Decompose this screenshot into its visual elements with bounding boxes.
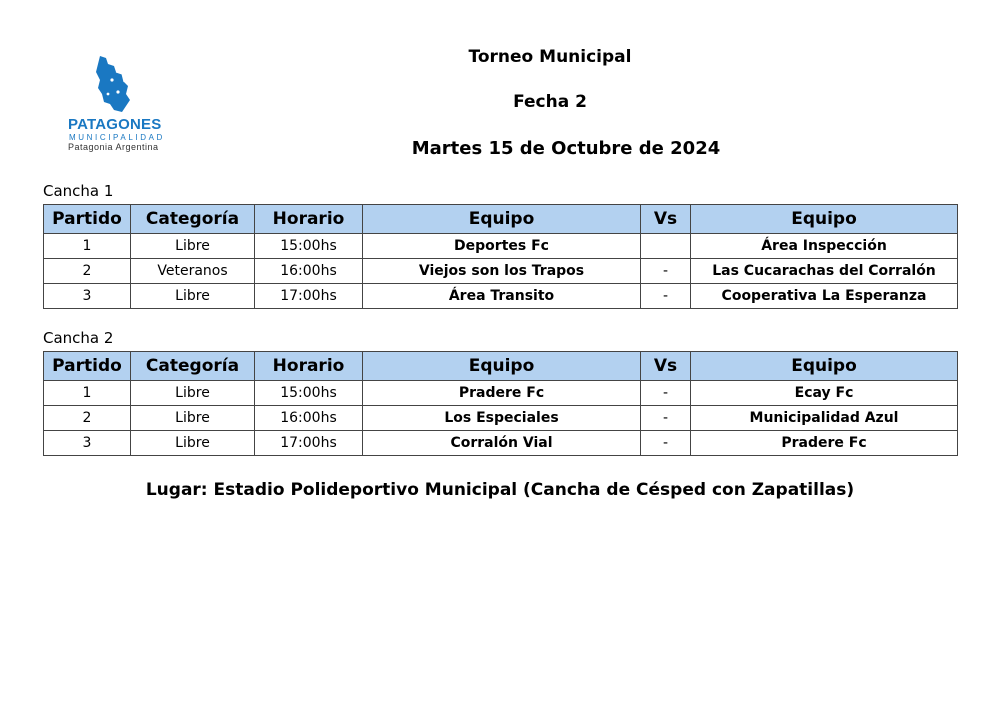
table-row: [44, 284, 958, 309]
tournament-title: Torneo Municipal: [468, 47, 632, 67]
header-vs: Vs: [641, 352, 691, 381]
cell-horario: 17:00hs: [255, 431, 363, 456]
cell-horario: 17:00hs: [255, 284, 363, 309]
cell-partido: 1: [44, 381, 131, 406]
cell-equipo-1: Viejos son los Trapos: [363, 259, 641, 284]
cell-vs: [641, 234, 691, 259]
header-partido: Partido: [44, 205, 131, 234]
cell-horario: 16:00hs: [255, 406, 363, 431]
cell-partido: 3: [44, 431, 131, 456]
cell-categoria: Veteranos: [131, 259, 255, 284]
cell-equipo-1: Área Transito: [363, 284, 641, 309]
header-vs: Vs: [641, 205, 691, 234]
cell-vs: -: [641, 431, 691, 456]
logo-subtitle: MUNICIPALIDAD: [69, 133, 165, 142]
cell-categoria: Libre: [131, 381, 255, 406]
cell-vs: -: [641, 406, 691, 431]
header-partido: Partido: [44, 352, 131, 381]
cell-categoria: Libre: [131, 431, 255, 456]
header-equipo-2: Equipo: [691, 205, 958, 234]
cell-vs: -: [641, 284, 691, 309]
cell-equipo-2: Las Cucarachas del Corralón: [691, 259, 958, 284]
patagonia-map-icon: [92, 54, 134, 114]
header-categoria: Categoría: [131, 352, 255, 381]
table-row: [44, 406, 958, 431]
table-header-row: [44, 205, 958, 234]
cell-equipo-2: Cooperativa La Esperanza: [691, 284, 958, 309]
cell-equipo-2: Ecay Fc: [691, 381, 958, 406]
cancha-1-table: [43, 204, 958, 309]
municipality-logo: [64, 52, 174, 152]
table-header-row: [44, 352, 958, 381]
cancha-1-label: Cancha 1: [43, 182, 114, 200]
date-title: Martes 15 de Octubre de 2024: [411, 138, 721, 159]
header-horario: Horario: [255, 205, 363, 234]
cell-partido: 2: [44, 406, 131, 431]
table-row: [44, 259, 958, 284]
header-categoria: Categoría: [131, 205, 255, 234]
cell-equipo-2: Área Inspección: [691, 234, 958, 259]
cell-equipo-1: Pradere Fc: [363, 381, 641, 406]
cancha-2-label: Cancha 2: [43, 329, 114, 347]
table-row: [44, 431, 958, 456]
cell-horario: 15:00hs: [255, 381, 363, 406]
logo-name: PATAGONES: [68, 116, 162, 133]
header-horario: Horario: [255, 352, 363, 381]
table-row: [44, 234, 958, 259]
header-equipo-2: Equipo: [691, 352, 958, 381]
header-equipo-1: Equipo: [363, 352, 641, 381]
table-row: [44, 381, 958, 406]
cell-categoria: Libre: [131, 406, 255, 431]
cell-horario: 16:00hs: [255, 259, 363, 284]
cancha-2-table: [43, 351, 958, 456]
cell-horario: 15:00hs: [255, 234, 363, 259]
cell-equipo-2: Pradere Fc: [691, 431, 958, 456]
cell-partido: 3: [44, 284, 131, 309]
cell-equipo-1: Los Especiales: [363, 406, 641, 431]
cell-equipo-2: Municipalidad Azul: [691, 406, 958, 431]
cell-categoria: Libre: [131, 284, 255, 309]
cell-equipo-1: Corralón Vial: [363, 431, 641, 456]
round-title: Fecha 2: [513, 92, 587, 112]
logo-region: Patagonia Argentina: [68, 142, 159, 152]
cell-categoria: Libre: [131, 234, 255, 259]
cell-vs: -: [641, 259, 691, 284]
header-equipo-1: Equipo: [363, 205, 641, 234]
cell-vs: -: [641, 381, 691, 406]
venue-footer: Lugar: Estadio Polideportivo Municipal (Cancha de Césped con Zapatillas): [145, 480, 855, 500]
cell-partido: 2: [44, 259, 131, 284]
cell-partido: 1: [44, 234, 131, 259]
cell-equipo-1: Deportes Fc: [363, 234, 641, 259]
